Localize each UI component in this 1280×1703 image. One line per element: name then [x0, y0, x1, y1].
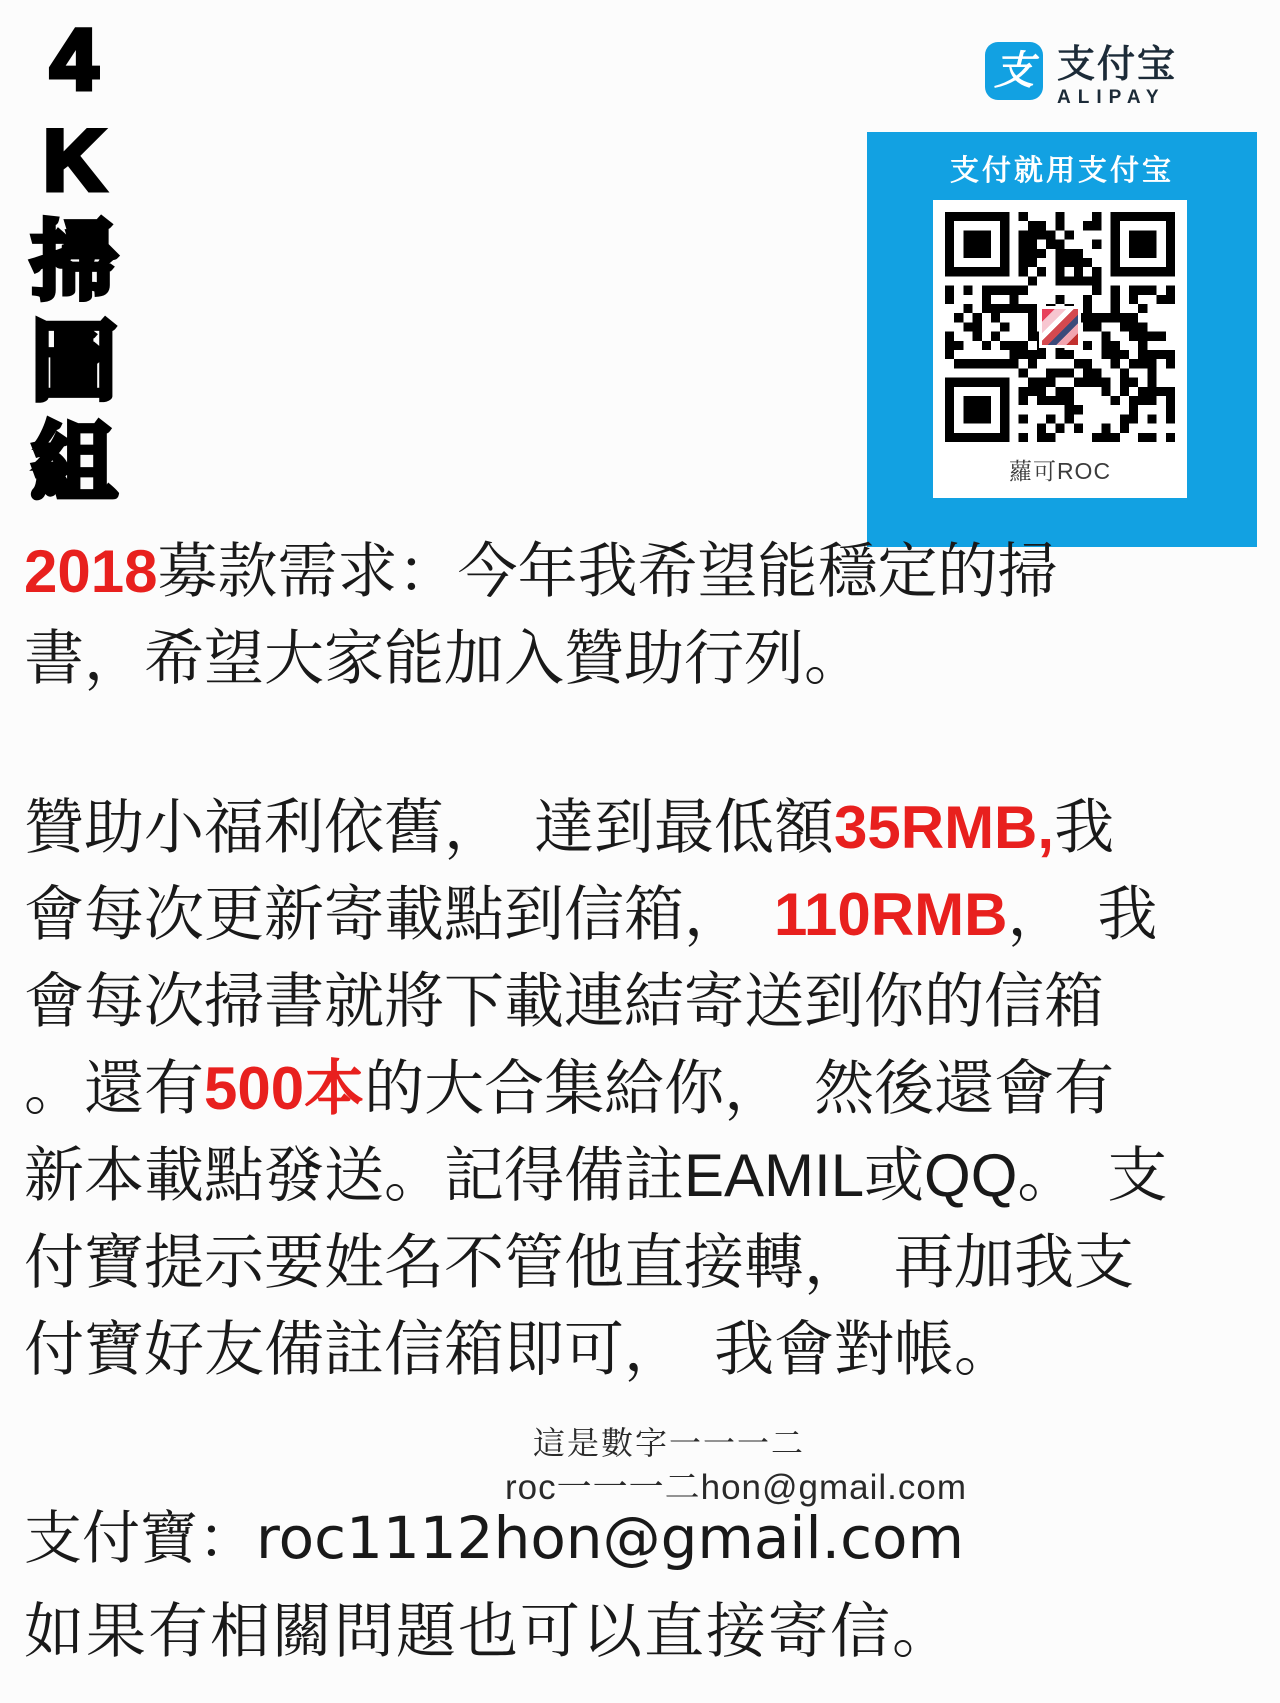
body-line	[24, 1045, 1234, 1132]
notice-body	[24, 528, 1234, 1393]
alipay-qr-card	[867, 132, 1257, 547]
body-paragraph	[24, 528, 1234, 702]
body-text-segment: 的大合集給你， 然後還會有	[364, 1055, 1115, 1122]
email-hint-note	[505, 1422, 967, 1512]
body-text-segment: 會每次更新寄載點到信箱，	[24, 881, 774, 948]
alipay-logo-glyph: 支	[994, 49, 1034, 93]
body-line	[24, 958, 1234, 1045]
body-text-segment: ， 我	[1007, 881, 1158, 948]
body-line	[24, 528, 1234, 615]
body-text-segment: 付寶提示要姓名不管他直接轉， 再加我支	[24, 1229, 1134, 1296]
group-title-vertical	[22, 10, 126, 515]
body-text-segment: 會每次掃書就將下載連結寄送到你的信箱	[24, 968, 1104, 1035]
qr-panel	[933, 200, 1187, 498]
alipay-brand-name: 支付宝	[1057, 44, 1178, 86]
qr-card-slogan: 支付就用支付宝	[949, 155, 1174, 187]
body-text-segment: 我	[1054, 794, 1115, 861]
body-line	[24, 784, 1234, 871]
alipay-brand-latin: ALIPAY	[1057, 87, 1166, 108]
highlight-text: 110RMB	[774, 881, 1008, 948]
highlight-text: 35RMB,	[834, 794, 1055, 861]
body-line	[24, 1219, 1234, 1306]
alipay-logo-icon	[985, 42, 1043, 100]
title-char: 圖	[31, 315, 117, 411]
qr-center-avatar	[1039, 306, 1081, 348]
body-text-segment: 付寶好友備註信箱即可， 我會對帳。	[24, 1316, 1014, 1383]
highlight-text: 500本	[204, 1055, 365, 1122]
title-char: 掃	[31, 214, 117, 310]
body-text-segment: 募款需求：今年我希望能穩定的掃	[157, 538, 1058, 605]
title-char: 4	[50, 12, 98, 108]
body-line	[24, 871, 1234, 958]
body-line	[24, 1132, 1234, 1219]
qr-account-label: 蘿可ROC	[1008, 458, 1112, 484]
body-text-segment: 贊助小福利依舊， 達到最低額	[24, 794, 834, 861]
alipay-header	[985, 42, 1177, 109]
alipay-account-line	[24, 1500, 964, 1577]
numbers-hint-line: 這是數字一一一二	[533, 1425, 806, 1461]
email-hint-line: roc一一一二hon@gmail.com	[505, 1468, 968, 1507]
body-text-segment: 書，希望大家能加入贊助行列。	[24, 625, 864, 692]
highlight-text: 2018	[24, 538, 158, 605]
title-char: 組	[31, 416, 117, 512]
contact-line: 如果有相關問題也可以直接寄信。	[24, 1598, 954, 1665]
body-text-segment: 新本載點發送。記得備註EAMIL或QQ。 支	[24, 1142, 1168, 1209]
alipay-account-email: roc1112hon@gmail.com	[256, 1504, 964, 1572]
alipay-wordmark	[1057, 42, 1177, 109]
body-line	[24, 615, 1234, 702]
title-char: K	[42, 113, 106, 209]
alipay-account-label: 支付寶：	[24, 1506, 257, 1571]
body-text-segment: 。還有	[24, 1055, 204, 1122]
body-paragraph	[24, 784, 1234, 1393]
body-line	[24, 1306, 1234, 1393]
